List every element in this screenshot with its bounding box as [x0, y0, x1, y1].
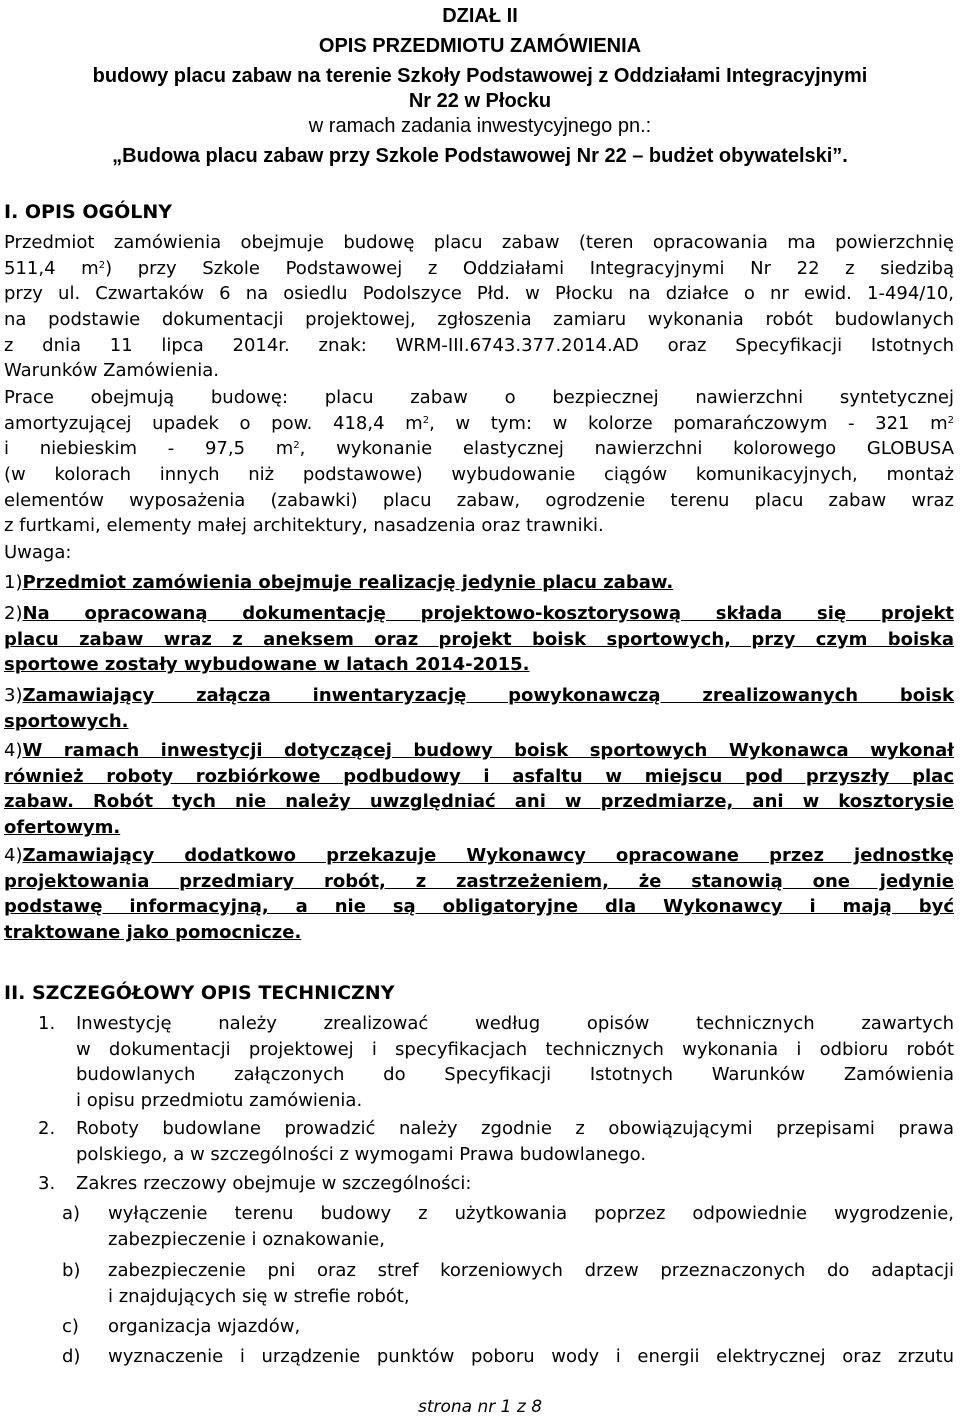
list-number: 2. [38, 1118, 56, 1139]
list-item-3: Zakres rzeczowy obejmuje w szczególności: [76, 1173, 472, 1194]
page-number: strona nr 1 z 8 [417, 1397, 543, 1417]
text-line: 511,4 $m^2$) przy Szkole Podstawowej z Oddziałami Integracyjnymi Nr 22 z siedzibą [4, 257, 954, 279]
text-line: Prace obejmują budowę: placu zabaw o bezpiecznej nawierzchni syntetycznej [4, 387, 954, 408]
sublist-letter: d) [62, 1346, 81, 1367]
note-item-3: 3)Zamawiający załącza inwentaryzację powykonawczą zrealizowanych boisk sportowych. [4, 685, 954, 732]
text-line: elementów wyposażenia (zabawki) placu zabaw, ogrodzenie terenu placu zabaw wraz [4, 489, 954, 511]
note-item-4b: 4)Zamawiający dodatkowo przekazuje Wykonawcy opracowane przez jednostkę projektowania przedmiary robót, z zastrzeżeniem, że stanowią one jedynie podstawę informacyjną, a nie są obligatoryjne dla Wykonawcy i mają być traktowane jako pomocnicze. [4, 845, 954, 944]
text-line: z dnia 11 lipca 2014r. znak: WRM-III.6743.377.2014.AD oraz Specyfikacji Istotnych [4, 334, 954, 356]
paragraph-scope [4, 230, 954, 384]
section-heading: DZIAŁ II [442, 5, 518, 27]
note-item-2: 2)Na opracowaną dokumentację projektowo-kosztorysową składa się projekt placu zabaw wraz z aneksem oraz projekt boisk sportowych, przy czym boiska sportowe zostały wybudowane w latach 2014-2015. [4, 603, 954, 676]
note-number: 4) [4, 740, 23, 761]
text-line: (w kolorach innych niż podstawowe) wybudowanie ciągów komunikacyjnych, montaż [4, 464, 954, 486]
paragraph-works [4, 385, 954, 539]
text-line: Przedmiot zamówienia obejmuje budowę placu zabaw (teren opracowania ma powierzchnię [4, 232, 954, 253]
note-number: 1) [4, 572, 23, 593]
note-number: 4) [4, 845, 23, 866]
sublist-item-b: zabezpieczenie pni oraz stref korzeniowych drzew przeznaczonych do adaptacji i znajdujących się w strefie robót, [108, 1260, 954, 1307]
text-line: amortyzującej upadek o pow. 418,4 $m^2$, w tym: w kolorze pomarańczowym - 321 $m^2$ [4, 412, 954, 434]
note-label: Uwaga: [4, 542, 72, 563]
note-number: 2) [4, 603, 23, 624]
list-item-1: Inwestycję należy zrealizować według opisów technicznych zawartych w dokumentacji projektowej i specyfikacjach technicznych wykonania i odbioru robót budowlanych załączonych do Specyfikacji Istotnych Warunków Zamówienia i opisu przedmiotu zamówienia. [76, 1013, 954, 1112]
sublist-item-c: organizacja wjazdów, [108, 1316, 301, 1337]
text-line: i niebieskim - 97,5 $m^2$, wykonanie elastycznej nawierzchni kolorowego GLOBUSA [4, 438, 954, 460]
section-2-title: II. SZCZEGÓŁOWY OPIS TECHNICZNY [4, 982, 395, 1004]
text-line: na podstawie dokumentacji projektowej, zgłoszenia zamiaru wykonania robót budowlanych [4, 309, 954, 331]
section-1-title: I. OPIS OGÓLNY [4, 201, 173, 223]
document-title: OPIS PRZEDMIOTU ZAMÓWIENIA [318, 35, 642, 57]
note-text: Przedmiot zamówienia obejmuje realizację jedynie placu zabaw. [22, 572, 674, 593]
sublist-letter: c) [62, 1316, 79, 1337]
note-number: 3) [4, 685, 23, 706]
note-item-1 [4, 570, 954, 596]
sublist-letter: b) [62, 1260, 81, 1281]
document-subtitle: budowy placu zabaw na terenie Szkoły Podstawowej z Oddziałami Integracyjnymi [92, 65, 868, 87]
text-line: Warunków Zamówienia. [4, 360, 219, 382]
text-line: przy ul. Czwartaków 6 na osiedlu Podolszyce Płd. w Płocku na działce o nr ewid. 1-494/10, [4, 283, 954, 305]
task-intro: w ramach zadania inwestycyjnego pn.: [308, 115, 652, 137]
sublist-item-a: wyłączenie terenu budowy z użytkowania poprzez odpowiednie wygrodzenie, zabezpieczenie i oznakowanie, [108, 1203, 954, 1250]
text-line: z furtkami, elementy małej architektury, nasadzenia oraz trawniki. [4, 515, 604, 537]
note-item-4a: 4)W ramach inwestycji dotyczącej budowy boisk sportowych Wykonawca wykonał również roboty rozbiórkowe podbudowy i asfaltu w miejscu pod przyszły plac zabaw. Robót tych nie należy uwzględniać ani w przedmiarze, ani w kosztorysie ofertowym. [4, 740, 954, 839]
task-name: „Budowa placu zabaw przy Szkole Podstawowej Nr 22 – budżet obywatelski”. [112, 145, 848, 167]
document-subtitle-cont: Nr 22 w Płocku [408, 90, 552, 112]
sublist-item-d: wyznaczenie i urządzenie punktów poboru wody i energii elektrycznej oraz zrzutu [108, 1346, 954, 1367]
list-number: 3. [38, 1173, 56, 1194]
list-item-2: Roboty budowlane prowadzić należy zgodnie z obowiązującymi przepisami prawa polskiego, a w szczególności z wymogami Prawa budowlanego. [76, 1118, 954, 1165]
list-number: 1. [38, 1013, 56, 1034]
sublist-letter: a) [62, 1203, 81, 1224]
